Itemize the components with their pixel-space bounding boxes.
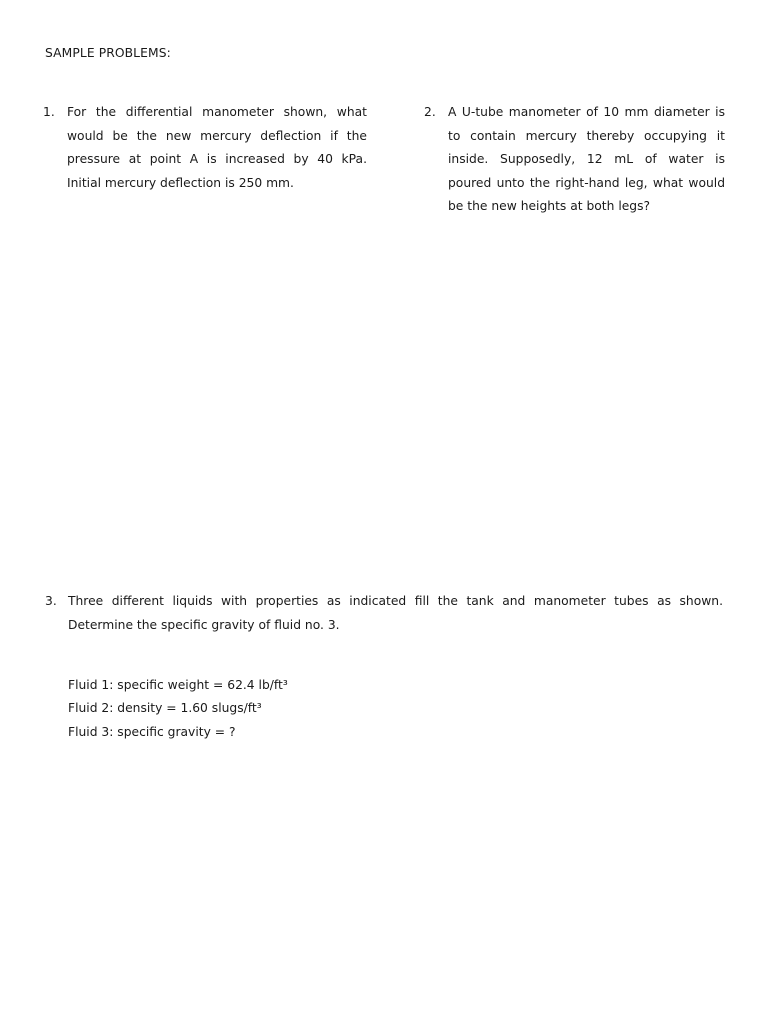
problem-text: For the differential manometer shown, what would be the new mercury deflection if the pressure at point A is increased by 40 kPa. Initial mercury deflection is 250 mm. bbox=[67, 105, 367, 190]
fluid-1-property: Fluid 1: specific weight = 62.4 lb/ft³ bbox=[68, 678, 288, 692]
problem-text: A U-tube manometer of 10 mm diameter is to contain mercury thereby occupying it inside. Supposedly, 12 mL of water is poured unto the right-hand leg, what would be the new heights at both legs? bbox=[448, 105, 725, 214]
fluid-2-property: Fluid 2: density = 1.60 slugs/ft³ bbox=[68, 701, 262, 716]
fluid-properties-list bbox=[68, 674, 288, 744]
problem-1 bbox=[43, 101, 367, 195]
problem-number: 2. bbox=[424, 105, 436, 119]
fluid-3-property: Fluid 3: specific gravity = ? bbox=[68, 724, 236, 739]
problem-2 bbox=[424, 101, 725, 219]
problem-3 bbox=[45, 590, 723, 637]
problem-text: Three different liquids with properties as indicated fill the tank and manometer tubes as shown. Determine the specific gravity of fluid no. 3. bbox=[68, 594, 723, 632]
page-heading: SAMPLE PROBLEMS: bbox=[45, 46, 171, 60]
problem-number: 3. bbox=[45, 594, 57, 608]
problem-number: 1. bbox=[43, 105, 55, 119]
